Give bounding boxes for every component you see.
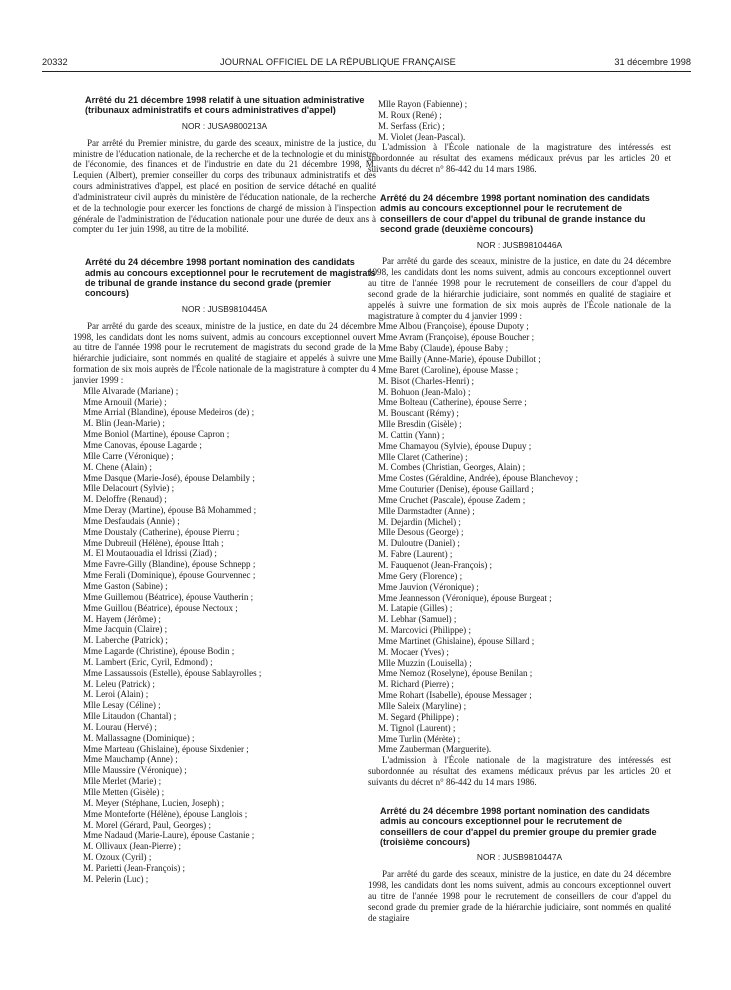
- list-item: Mme Jeannesson (Véronique), épouse Burgeat ;: [378, 592, 552, 603]
- list-item: M. Lebhar (Samuel) ;: [378, 614, 457, 625]
- list-item: M. Laberche (Patrick) ;: [83, 635, 168, 646]
- list-item: Mme Costes (Géraldine, Andrée), épouse Blanchevoy ;: [378, 473, 578, 484]
- list-item: M. Deloffre (Renaud) ;: [83, 494, 167, 505]
- list-item: M. Bisot (Charles-Henri) ;: [378, 375, 474, 386]
- list-item: Mme Martinet (Ghislaine), épouse Sillard ;: [378, 635, 535, 646]
- nor-reference: NOR : JUSB9810445A: [181, 303, 268, 314]
- list-item: M. Marcovici (Philippe) ;: [378, 625, 471, 636]
- list-item: M. Hayem (Jérôme) ;: [83, 613, 161, 624]
- list-item: Mlle Maussire (Véronique) ;: [83, 765, 187, 776]
- journal-title: JOURNAL OFFICIEL DE LA RÉPUBLIQUE FRANÇAISE: [220, 57, 456, 67]
- list-item: Mme Arrial (Blandine), épouse Medeiros (de) ;: [83, 407, 255, 418]
- list-item: Mme Canovas, épouse Lagarde ;: [83, 440, 202, 450]
- header-rule: [42, 71, 691, 72]
- list-item: Mme Favre-Gilly (Blandine), épouse Schnepp ;: [83, 559, 256, 570]
- candidate-list: [73, 386, 376, 885]
- list-item: M. Mallassagne (Dominique) ;: [83, 732, 195, 743]
- list-item: Mme Nemoz (Roselyne), épouse Benilan ;: [378, 668, 533, 679]
- list-item: Mme Albou (Françoise), épouse Dupoty ;: [378, 321, 529, 332]
- list-item: M. Violet (Jean-Pascal).: [378, 131, 466, 142]
- list-item: Mme Guillemou (Béatrice), épouse Vautherin ;: [83, 591, 254, 602]
- list-item: M. Fauquenot (Jean-François) ;: [378, 560, 493, 570]
- list-item: Mlle Desous (George) ;: [378, 527, 464, 538]
- page-header: [42, 57, 691, 71]
- list-item: Mme Rohart (Isabelle), épouse Messager ;: [378, 690, 532, 701]
- list-item: Mme Lassaussois (Estelle), épouse Sablayrolles ;: [83, 667, 262, 678]
- list-item: M. Chene (Alain) ;: [83, 461, 152, 472]
- article-body: Par arrêté du garde des sceaux, ministre de la justice, en date du 24 décembre 1998, les candidats dont les noms suivent, admis au concours exceptionnel ouvert au titre de l'année 1998 pour le recrutement de magistrats du second grade de la hiérarchie judiciaire, sont nommés en qualité de stagiaire et appelés à suivre une formation de six mois auprès de l'École nationale de la magistrature à compter du 4 janvier 1999 :: [73, 320, 376, 385]
- list-item: M. Ozoux (Cyril) ;: [83, 852, 152, 863]
- list-item: Mme Dubreuil (Hélène), épouse Ittah ;: [83, 537, 224, 548]
- list-item: Mlle Saleix (Maryline) ;: [378, 700, 467, 711]
- list-item: Mlle Alvarade (Mariane) ;: [83, 385, 179, 396]
- list-item: Mlle Rayon (Fabienne) ;: [378, 99, 468, 109]
- list-item: Mme Ferali (Dominique), épouse Gourvennec ;: [83, 570, 256, 581]
- list-item: Mme Deray (Martine), épouse Bâ Mohammed ;: [83, 505, 257, 516]
- list-item: Mme Gery (Florence) ;: [378, 570, 463, 581]
- article-body: Par arrêté du garde des sceaux, ministre de la justice, en date du 24 décembre 1998, les candidats dont les noms suivent, admis au concours exceptionnel ouvert au titre de l'année 1998 pour le recrutement de conseillers de cour d'appel du second grade de la hiérarchie judiciaire, sont nommés en qualité de stagiaire et appelés à suivre une formation de six mois auprès de l'École nationale de la magistrature à compter du 4 janvier 1999 :: [368, 256, 671, 321]
- list-item: Mme Zauberman (Marguerite).: [378, 744, 492, 755]
- candidate-list-continued: [368, 99, 671, 142]
- list-item: M. Lambert (Eric, Cyril, Edmond) ;: [83, 656, 213, 667]
- nor-reference: NOR : JUSB9810447A: [476, 852, 563, 863]
- nor-reference: NOR : JUSB9810446A: [476, 239, 563, 250]
- article-body: Par arrêté du garde des sceaux, ministre de la justice, en date du 24 décembre 1998, les candidats dont les noms suivent, admis au concours exceptionnel ouvert au titre de l'année 1998 pour le recrutement de conseillers de cour d'appel du second grade du premier grade de la hiérarchie judiciaire, sont nommés en qualité de stagiaire: [368, 869, 671, 923]
- list-item: Mme Couturier (Denise), épouse Gaillard ;: [378, 484, 534, 495]
- list-item: Mme Monteforte (Hélène), épouse Langlois ;: [83, 808, 248, 819]
- list-item: Mme Baby (Claude), épouse Baby ;: [378, 343, 509, 354]
- list-item: Mlle Merlet (Marie) ;: [83, 776, 162, 787]
- list-item: Mme Guillou (Béatrice), épouse Nectoux ;: [83, 602, 238, 613]
- list-item: Mlle Litaudon (Chantal) ;: [83, 711, 177, 722]
- list-item: M. Bohuon (Jean-Malo) ;: [378, 386, 471, 397]
- list-item: M. Bouscant (Rémy) ;: [378, 408, 459, 419]
- article-title: Arrêté du 24 décembre 1998 portant nomination des candidats admis au concours exceptionnel pour le recrutement de magistrats de tribunal de grande instance du second grade (premier concours): [85, 257, 376, 299]
- list-item: Mlle Lesay (Céline) ;: [83, 700, 161, 711]
- list-item: M. Leroi (Alain) ;: [83, 689, 149, 700]
- list-item: Mlle Carre (Véronique) ;: [83, 450, 174, 461]
- list-item: Mlle Bresdin (Gisèle) ;: [378, 419, 462, 430]
- article-title: Arrêté du 21 décembre 1998 relatif à une situation administrative (tribunaux administratifs et cours administratives d'appel): [85, 95, 365, 116]
- left-column: [73, 95, 376, 885]
- list-item: Mme Chamayou (Sylvie), épouse Dupuy ;: [378, 440, 532, 451]
- list-item: Mlle Metten (Gisèle) ;: [83, 787, 165, 797]
- closing-paragraph: L'admission à l'École nationale de la magistrature des intéressés est subordonnée au résultat des examens médicaux prévus par les articles 20 et suivants du décret n° 86-442 du 14 mars 1986.: [368, 755, 671, 787]
- list-item: M. Mocaer (Yves) ;: [378, 646, 449, 657]
- list-item: Mme Bailly (Anne-Marie), épouse Dubillot ;: [378, 353, 541, 364]
- nor-reference: NOR : JUSA9800213A: [181, 120, 268, 131]
- list-item: M. Blin (Jean-Marie) ;: [83, 418, 165, 429]
- list-item: M. Latapie (Gilles) ;: [378, 603, 453, 614]
- list-item: Mme Avram (Françoise), épouse Boucher ;: [378, 332, 535, 343]
- list-item: M. Morel (Gérard, Paul, Georges) ;: [83, 819, 211, 830]
- article-body: Par arrêté du Premier ministre, du garde des sceaux, ministre de la justice, du ministre de l'éducation nationale, de la recherche et de la technologie et du ministre de l'économie, des finances et de l'industrie en date du 21 décembre 1998, M. Lequien (Albert), premier conseiller du corps des tribunaux administratifs et des cours administratives d'appel, est placé en position de service détaché en qualité d'administrateur civil auprès du ministère de l'éducation nationale, de la recherche et de la technologie pour exercer les fonctions de chargé de mission à l'inspection générale de l'administration de l'éducation nationale pour une durée de deux ans à compter du 1er juin 1998, au titre de la mobilité.: [73, 137, 376, 235]
- list-item: Mlle Delacourt (Sylvie) ;: [83, 483, 175, 494]
- list-item: M. Fabre (Laurent) ;: [378, 549, 453, 560]
- list-item: Mme Mauchamp (Anne) ;: [83, 754, 178, 765]
- list-item: M. Meyer (Stéphane, Lucien, Joseph) ;: [83, 797, 225, 808]
- list-item: Mme Jacquin (Claire) ;: [83, 624, 168, 635]
- list-item: M. Lourau (Hervé) ;: [83, 721, 157, 732]
- article-title: Arrêté du 24 décembre 1998 portant nomination des candidats admis au concours exceptionnel pour le recrutement de conseillers de cour d'appel du tribunal de grande instance du second grade (deuxième concours): [380, 192, 650, 235]
- list-item: M. Combes (Christian, Georges, Alain) ;: [378, 462, 526, 473]
- list-item: M. Ollivaux (Jean-Pierre) ;: [83, 841, 181, 852]
- list-item: Mme Baret (Caroline), épouse Masse ;: [378, 364, 519, 375]
- candidate-list: [368, 321, 671, 755]
- list-item: M. Dejardin (Michel) ;: [378, 516, 461, 527]
- page-number: 20332: [42, 57, 68, 67]
- article-title: Arrêté du 24 décembre 1998 portant nomination des candidats admis au concours exceptionnel pour le recrutement de conseillers de cour d'appel du premier groupe du premier grade (troisième concours): [380, 805, 657, 847]
- list-item: M. El Moutaouadia el Idrissi (Ziad) ;: [83, 548, 217, 559]
- list-item: Mme Doustaly (Catherine), épouse Pierru ;: [83, 526, 240, 537]
- list-item: Mme Lagarde (Christine), épouse Bodin ;: [83, 646, 235, 657]
- list-item: M. Parietti (Jean-François) ;: [83, 862, 186, 873]
- list-item: M. Pelerin (Luc) ;: [83, 873, 149, 884]
- list-item: Mme Boniol (Martine), épouse Capron ;: [83, 429, 230, 440]
- issue-date: 31 décembre 1998: [614, 57, 691, 67]
- list-item: Mme Cruchet (Pascale), épouse Zadem ;: [378, 494, 526, 505]
- list-item: Mlle Muzzin (Louisella) ;: [378, 657, 472, 668]
- list-item: Mlle Darmstadter (Anne) ;: [378, 505, 475, 516]
- list-item: Mme Arnouil (Marie) ;: [83, 396, 167, 407]
- list-item: Mlle Claret (Catherine) ;: [378, 451, 468, 462]
- list-item: M. Tignol (Laurent) ;: [378, 722, 456, 733]
- list-item: Mme Marteau (Ghislaine), épouse Sixdenier ;: [83, 743, 249, 754]
- list-item: Mme Dasque (Marie-José), épouse Delambily ;: [83, 472, 255, 483]
- list-item: Mme Jauvion (Véronique) ;: [378, 581, 479, 592]
- list-item: M. Cattin (Yann) ;: [378, 429, 445, 440]
- right-column: [368, 99, 671, 923]
- list-item: M. Richard (Pierre) ;: [378, 679, 454, 690]
- list-item: Mme Gaston (Sabine) ;: [83, 580, 168, 591]
- list-item: Mme Turlin (Mérète) ;: [378, 733, 461, 744]
- list-item: M. Roux (René) ;: [378, 109, 442, 120]
- list-item: Mme Nadaud (Marie-Laure), épouse Castanie ;: [83, 830, 255, 841]
- list-item: M. Leleu (Patrick) ;: [83, 678, 155, 689]
- list-item: M. Duloutre (Daniel) ;: [378, 538, 460, 549]
- list-item: M. Segard (Philippe) ;: [378, 711, 459, 722]
- closing-paragraph: L'admission à l'École nationale de la magistrature des intéressés est subordonnée au résultat des examens médicaux prévus par les articles 20 et suivants du décret n° 86-442 du 14 mars 1986.: [368, 142, 671, 175]
- list-item: M. Serfass (Eric) ;: [378, 120, 445, 131]
- list-item: Mme Bolteau (Catherine), épouse Serre ;: [378, 397, 527, 408]
- list-item: Mme Desfaudais (Annie) ;: [83, 515, 180, 526]
